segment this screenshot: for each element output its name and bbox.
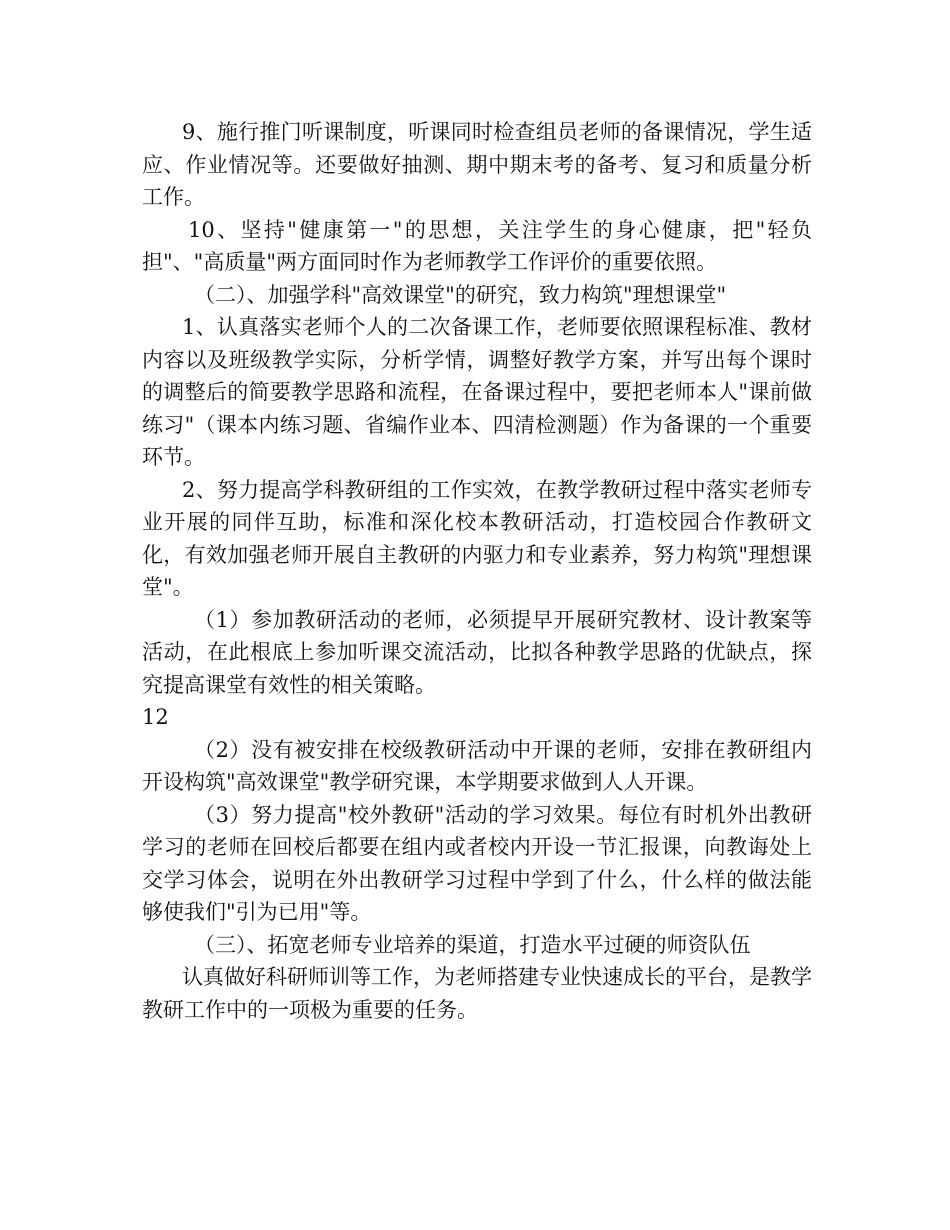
paragraph-subitem-1: （1）参加教研活动的老师，必须提早开展研究教材、设计教案等活动，在此根底上参加听课交流活动，比拟各种教学思路的优缺点，探究提高课堂有效性的相关策略。 bbox=[142, 607, 812, 697]
document-body bbox=[142, 116, 812, 1026]
paragraph-item-1: 1、认真落实老师个人的二次备课工作，老师要依照课程标准、教材内容以及班级教学实际，分析学情，调整好教学方案，并写出每个课时的调整后的简要教学思路和流程，在备课过程中，要把老师本人"课前做练习"（课本内练习题、省编作业本、四清检测题）作为备课的一个重要环节。 bbox=[142, 315, 812, 469]
section-heading-3: （三）、拓宽老师专业培养的渠道，打造水平过硬的师资队伍 bbox=[194, 932, 751, 957]
paragraph-item-10: 10、坚持"健康第一"的思想，关注学生的身心健康，把"轻负担"、"高质量"两方面同时作为老师教学工作评价的重要依照。 bbox=[142, 217, 812, 274]
paragraph-subitem-2: （2）没有被安排在校级教研活动中开课的老师，安排在教研组内开设构筑"高效课堂"教学研究课，本学期要求做到人人开课。 bbox=[142, 737, 812, 794]
paragraph-item-9: 9、施行推门听课制度，听课同时检查组员老师的备课情况，学生适应、作业情况等。还要做好抽测、期中期末考的备考、复习和质量分析工作。 bbox=[142, 120, 812, 209]
paragraph-body: 认真做好科研师训等工作，为老师搭建专业快速成长的平台，是教学教研工作中的一项极为重要的任务。 bbox=[142, 965, 812, 1022]
section-heading-2: （二）、加强学科"高效课堂"的研究，致力构筑"理想课堂" bbox=[194, 282, 727, 307]
paragraph-subitem-3: （3）努力提高"校外教研"活动的学习效果。每位有时机外出教研学习的老师在回校后都要在组内或者校内开设一节汇报课，向教诲处上交学习体会，说明在外出教研学习过程中学到了什么，什么样的做法能够使我们"引为已用"等。 bbox=[142, 802, 812, 924]
page-number: 12 bbox=[142, 705, 169, 729]
paragraph-item-2: 2、努力提高学科教研组的工作实效，在教学教研过程中落实老师专业开展的同伴互助，标准和深化校本教研活动，打造校园合作教研文化，有效加强老师开展自主教研的内驱力和专业素养，努力构筑"理想课堂"。 bbox=[142, 477, 812, 599]
